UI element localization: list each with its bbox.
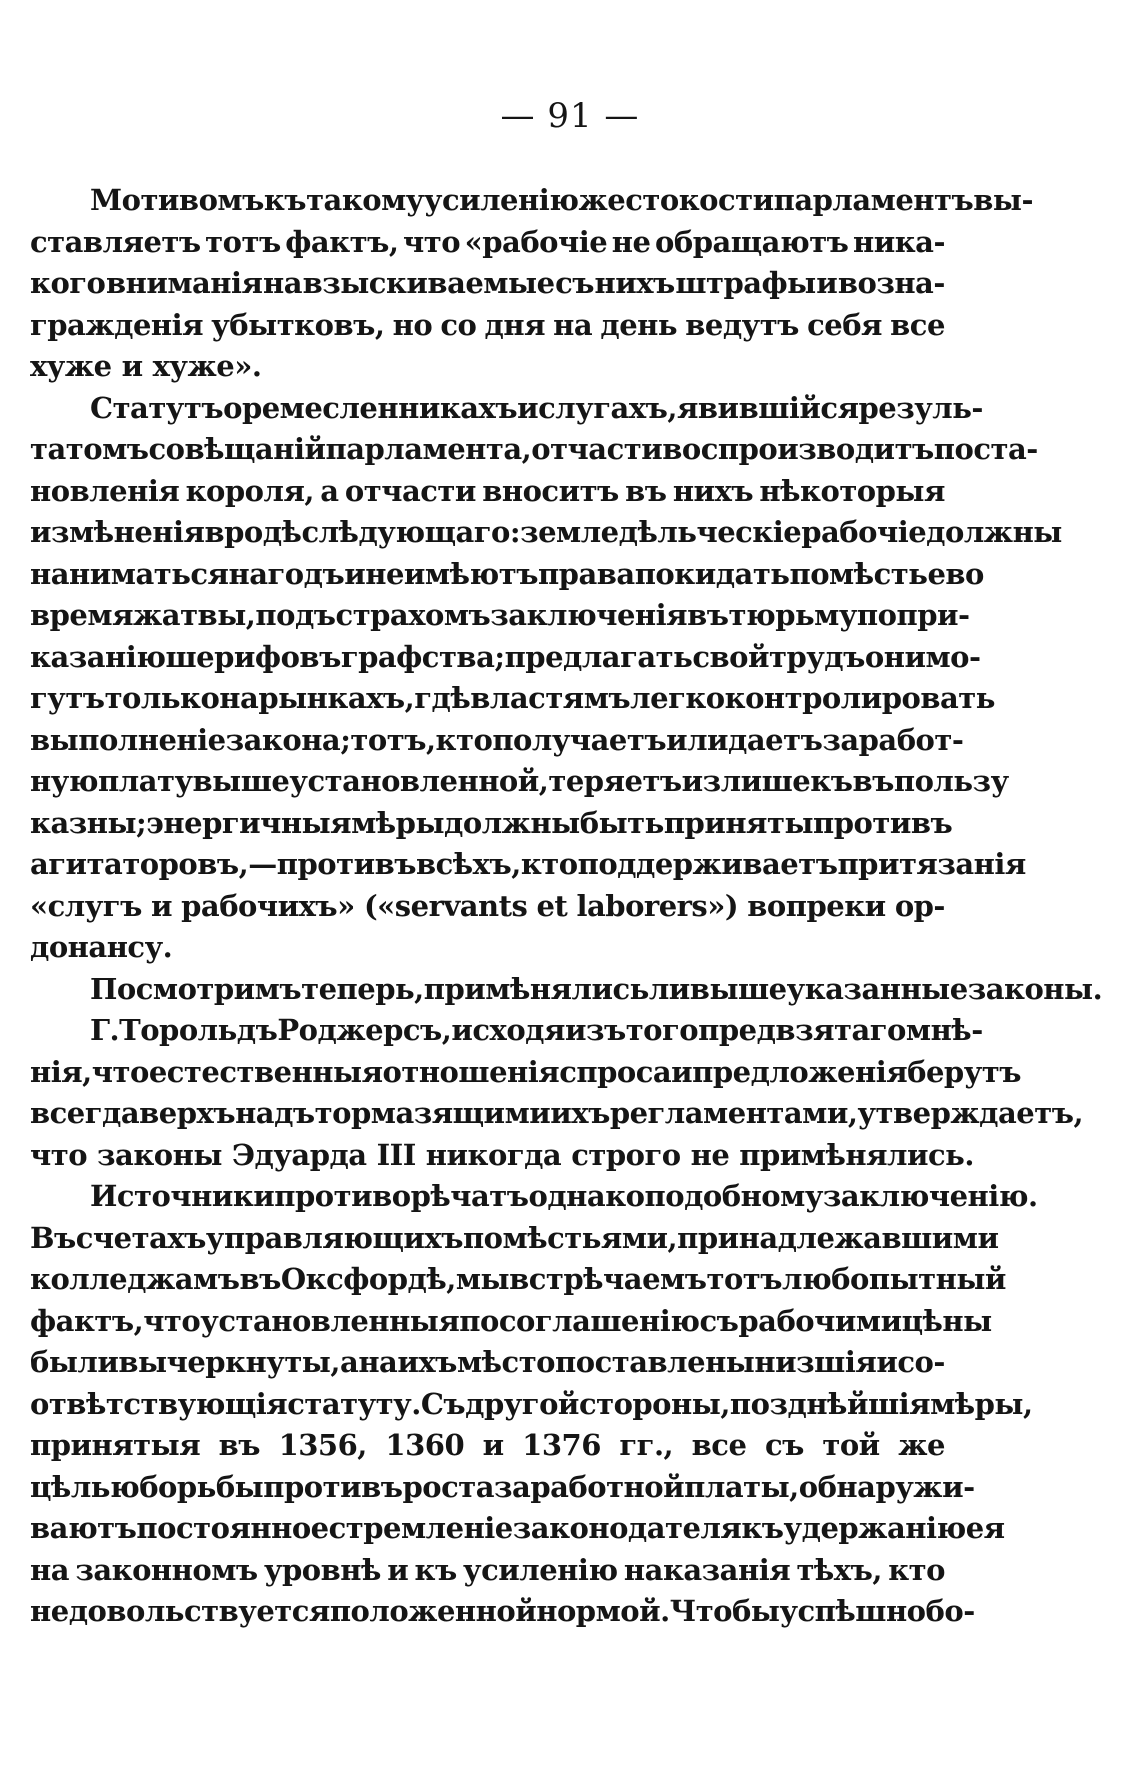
word: Роджерсъ, [277, 1013, 452, 1047]
word: рабочихъ» [181, 888, 355, 923]
word: исходя [451, 1013, 565, 1047]
text-line [30, 1218, 999, 1260]
word: соглашенію [498, 1303, 700, 1338]
word: примѣнялись [423, 971, 649, 1006]
word: управляющихъ [205, 1220, 463, 1255]
word: получаетъ [492, 722, 667, 757]
word: покидать [634, 556, 790, 591]
word: однако [528, 1179, 645, 1213]
word: вродѣ [204, 515, 302, 549]
word: парламентъ [773, 183, 974, 217]
word: земледѣльческіе [520, 515, 802, 549]
word: все [890, 307, 945, 342]
word: принадлежавшими [677, 1220, 999, 1255]
word: той [822, 1428, 880, 1462]
word: «рабочіе [464, 224, 608, 259]
word: отвѣтствующія [30, 1386, 288, 1421]
text-line [30, 761, 1009, 803]
word: къ [741, 1511, 784, 1545]
text-line [30, 1259, 1006, 1301]
word: страхомъ [335, 598, 491, 632]
word: принятыя [30, 1428, 201, 1462]
word: тотъ, [350, 722, 436, 757]
word: заработной [494, 1469, 685, 1504]
word: въ [625, 473, 667, 508]
word: довольствуется [68, 1594, 330, 1628]
word: рабочими [738, 1303, 902, 1338]
word: Въ [30, 1220, 76, 1255]
word: выполненіе [30, 722, 226, 757]
text-line [30, 471, 945, 513]
word: въ [218, 1428, 261, 1462]
word: казанію [30, 639, 166, 674]
word: Источники [90, 1179, 275, 1213]
word: гг., [619, 1428, 674, 1462]
text-line [30, 554, 984, 596]
word: кто [435, 722, 493, 757]
word: отношенія [382, 1054, 560, 1089]
word: воспроизводитъ [662, 432, 934, 466]
word: агитаторовъ,—противъ [30, 847, 416, 881]
word: жестокости [578, 183, 774, 217]
text-line [30, 1384, 1033, 1426]
word: должны [444, 805, 580, 840]
word: измѣненія [30, 515, 205, 549]
word: и [150, 888, 172, 923]
text-line [30, 1093, 1084, 1135]
word: отчасти [531, 432, 663, 466]
word: что [30, 1137, 88, 1172]
word: наниматься [30, 556, 229, 591]
word: ведутъ [685, 307, 799, 342]
text-line [30, 180, 1034, 222]
word: явившійся [676, 390, 859, 425]
word: кто [888, 1552, 945, 1587]
word: другой [465, 1386, 579, 1421]
word: графства; [340, 639, 505, 674]
word: все [691, 1428, 747, 1462]
word: помѣстье [789, 556, 946, 591]
word: нія, [30, 1054, 92, 1089]
word: уровнѣ [263, 1552, 381, 1587]
word: тюрьму [728, 598, 857, 632]
word: противорѣчатъ [274, 1179, 529, 1213]
word: счетахъ [75, 1220, 206, 1255]
word: въ [687, 598, 729, 632]
word: взыскиваемые [302, 266, 555, 300]
word: и [876, 1345, 898, 1379]
word: усиленію [463, 1552, 618, 1587]
word: со- [897, 1345, 945, 1379]
word: статуту. [287, 1386, 421, 1421]
word: гдѣ [414, 681, 471, 715]
word: всѣхъ, [415, 847, 521, 881]
word: обращаютъ [655, 224, 849, 259]
word: установленной, [289, 764, 549, 798]
text-line [30, 1591, 975, 1633]
word: противъ [813, 805, 953, 840]
word: себя [807, 307, 882, 342]
word: ную [30, 764, 99, 798]
word: заработ- [822, 722, 964, 757]
word: Статутъ [90, 390, 224, 425]
word: фактъ, [30, 1303, 144, 1338]
word: гражденія [30, 307, 204, 342]
word: нихъ [672, 473, 754, 508]
word: жатвы, [133, 598, 256, 632]
word: фактъ, [285, 224, 399, 259]
word: ихъ [397, 1345, 457, 1379]
word: трудъ [768, 639, 865, 674]
word: любопытный [782, 1262, 1006, 1296]
word: противъ [263, 1469, 403, 1504]
word: мѣсто [456, 1345, 556, 1379]
word: законы. [967, 971, 1103, 1006]
word: излишекъ [681, 764, 853, 798]
word: закона; [225, 722, 351, 757]
word: никогда [425, 1137, 562, 1172]
word: ли [648, 971, 690, 1006]
text-line [30, 1508, 1005, 1550]
word: усиленію [423, 183, 579, 217]
word: встрѣчаемъ [509, 1262, 707, 1296]
word: вноситъ [482, 473, 619, 508]
text-line [30, 1135, 974, 1177]
word: имѣютъ [403, 556, 538, 591]
word: законномъ [75, 1552, 258, 1587]
word: примѣнялись. [739, 1137, 974, 1172]
word: тотъ [706, 1262, 782, 1296]
text-line [30, 1342, 945, 1384]
word: къ [263, 183, 307, 217]
word: ея [965, 1511, 1005, 1545]
word: роста [402, 1469, 495, 1504]
word: ремесленникахъ [241, 390, 518, 425]
word: Торольдъ [119, 1013, 278, 1047]
text-line [30, 222, 945, 264]
text-line [30, 803, 953, 845]
word: надъ [235, 1096, 315, 1130]
word: ваютъ [30, 1511, 137, 1545]
word: хуже [30, 349, 112, 383]
word: поддерживаетъ [577, 847, 838, 881]
word: того [625, 1013, 699, 1047]
word: позднѣйшія [729, 1386, 931, 1421]
word: нихъ [594, 266, 675, 300]
word: laborers») [576, 888, 739, 923]
word: помѣстьями, [462, 1220, 678, 1255]
word: наказанія [623, 1552, 791, 1587]
word: стремленіе [328, 1511, 513, 1545]
word: новленія [30, 473, 180, 508]
word: заключенію. [822, 1179, 1038, 1213]
word: и [671, 1054, 693, 1089]
word: на [30, 1552, 70, 1587]
word: теряетъ [548, 764, 682, 798]
word: бо- [925, 1594, 975, 1628]
word: дня [484, 307, 546, 342]
word: успѣшно [779, 1594, 926, 1628]
word: въ [239, 1262, 281, 1296]
word: Чтобы [669, 1594, 780, 1628]
word: установленныя [200, 1303, 460, 1338]
word: кого [30, 266, 106, 300]
word: контролировать [724, 681, 995, 715]
word: Г. [90, 1013, 120, 1047]
word: цѣлью [30, 1469, 140, 1504]
word: мѣры [351, 805, 445, 840]
word: были [30, 1345, 119, 1379]
word: мѣры, [930, 1386, 1033, 1421]
word: 1376 [522, 1428, 601, 1462]
word: совѣщаній [148, 432, 326, 466]
word: съ [555, 266, 594, 300]
word: поставлены [555, 1345, 755, 1379]
text-line [30, 346, 945, 388]
word: день [600, 307, 678, 342]
word: по [459, 1303, 499, 1338]
word: о [223, 390, 242, 425]
word: возна- [837, 266, 945, 300]
word: Посмотримъ [90, 971, 302, 1006]
word: подобному [644, 1179, 823, 1213]
word: подъ [255, 598, 336, 632]
word: мы [455, 1262, 510, 1296]
word: съ [764, 1428, 804, 1462]
word: обнаружи- [798, 1469, 975, 1504]
word: предложенія [692, 1054, 908, 1089]
word: удержанію [783, 1511, 966, 1545]
word: татомъ [30, 432, 149, 466]
word: тотъ [205, 224, 281, 259]
text-line [30, 1425, 945, 1467]
text-line [30, 1467, 975, 1509]
word: даетъ [728, 722, 823, 757]
word: («servants [363, 888, 528, 923]
word: шерифовъ [165, 639, 341, 674]
word: парламента, [325, 432, 532, 466]
word: вы- [973, 183, 1034, 217]
word: на [219, 681, 259, 715]
word: свой [692, 639, 769, 674]
word: предвзятаго [698, 1013, 906, 1047]
word: вопреки [747, 888, 886, 923]
text-line [30, 595, 970, 637]
word: заключенія [490, 598, 688, 632]
word: ихъ [550, 1096, 610, 1130]
word: регламентами, [609, 1096, 858, 1130]
word: на [358, 1345, 398, 1379]
word: «слугъ [30, 888, 142, 923]
word: естественныя [148, 1054, 383, 1089]
word: Съ [420, 1386, 466, 1421]
word: колледжамъ [30, 1262, 240, 1296]
word: утверждаетъ, [857, 1096, 1084, 1130]
word: съ [699, 1303, 739, 1338]
word: къ [414, 1552, 457, 1587]
word: со [440, 307, 477, 342]
text-line [30, 1550, 945, 1592]
word: вычеркнуты, [118, 1345, 340, 1379]
word: же [898, 1428, 945, 1462]
word: но [392, 307, 433, 342]
word: властямъ [470, 681, 631, 715]
text-line [30, 512, 1062, 554]
word: спроса [559, 1054, 672, 1089]
word: не [690, 1137, 730, 1172]
word: берутъ [907, 1054, 1021, 1089]
word: по [856, 598, 897, 632]
word: тѣхъ, [796, 1552, 882, 1587]
word: всегда [30, 1096, 140, 1130]
word: что [403, 224, 461, 259]
word: et [536, 888, 568, 923]
word: мнѣ- [905, 1013, 983, 1047]
word: постоянное [136, 1511, 329, 1545]
word: кто [520, 847, 578, 881]
word: и [517, 390, 539, 425]
word: казны; [30, 805, 147, 840]
text-line [30, 969, 1103, 1011]
word: цѣны [901, 1303, 992, 1338]
word: мо- [925, 639, 981, 674]
word: штрафы [675, 266, 816, 300]
text-line [30, 720, 964, 762]
word: строго [571, 1137, 681, 1172]
word: а [320, 473, 339, 508]
word: должны [926, 515, 1062, 549]
word: и [816, 266, 838, 300]
word: не [30, 1594, 69, 1628]
word: не [365, 556, 404, 591]
word: вышеуказанные [689, 971, 968, 1006]
word: на [553, 307, 593, 342]
word: Мотивомъ [90, 183, 264, 217]
word: и [344, 556, 366, 591]
word: плату [98, 764, 193, 798]
text-line [30, 637, 981, 679]
word: Оксфордѣ, [280, 1262, 456, 1296]
text-line [30, 1052, 1021, 1094]
word: резуль- [858, 390, 983, 425]
word: платы, [684, 1469, 799, 1504]
word: время [30, 598, 133, 632]
word: годъ [267, 556, 345, 591]
word: такому [306, 183, 424, 217]
word: во [945, 556, 984, 591]
word: въ [852, 764, 894, 798]
word: гутъ [30, 681, 105, 715]
word: выше [192, 764, 290, 798]
word: на [228, 556, 268, 591]
word: или [666, 722, 729, 757]
word: слугахъ, [538, 390, 677, 425]
word: тормазящими [314, 1096, 551, 1130]
word: 1356, [278, 1428, 367, 1462]
word: ставляетъ [30, 224, 201, 259]
text-line [30, 388, 983, 430]
word: а [339, 1345, 359, 1379]
body-text [30, 180, 1103, 1633]
word: не [611, 224, 651, 259]
word: и [482, 1428, 504, 1462]
word: законы [97, 1137, 222, 1172]
text-line [30, 1301, 992, 1343]
word: короля, [185, 473, 314, 508]
text-line [30, 263, 945, 305]
word: борьбы [139, 1469, 264, 1504]
word: и [387, 1552, 409, 1587]
word: верхъ [139, 1096, 236, 1130]
word: энергичныя [146, 805, 352, 840]
word: Эдуарда [231, 1137, 367, 1172]
word: предлагать [504, 639, 693, 674]
word: ника- [852, 224, 945, 259]
word: на [263, 266, 303, 300]
word: низшія [754, 1345, 877, 1379]
text-line [30, 305, 945, 347]
word: слѣдующаго: [301, 515, 521, 549]
text-line [30, 1176, 1038, 1218]
word: рабочіе [801, 515, 927, 549]
word: изъ [564, 1013, 626, 1047]
text-line [30, 429, 1038, 471]
word: положенной [329, 1594, 537, 1628]
word: поста- [933, 432, 1038, 466]
word: при- [896, 598, 970, 632]
word: рынкахъ, [258, 681, 415, 715]
word: пользу [893, 764, 1009, 798]
word: что [143, 1303, 201, 1338]
word: только [104, 681, 220, 715]
word: стороны, [578, 1386, 730, 1421]
word: легко [630, 681, 725, 715]
page-number: — 91 — [500, 96, 640, 136]
text-line [30, 1010, 983, 1052]
word: ор- [894, 888, 945, 923]
text-line [30, 927, 945, 969]
word: что [91, 1054, 149, 1089]
word: и [121, 349, 143, 383]
word: они [864, 639, 926, 674]
text-line [30, 678, 995, 720]
word: теперь, [301, 971, 424, 1006]
word: быть [579, 805, 664, 840]
word: донансу. [30, 930, 173, 964]
word: законодателя [512, 1511, 742, 1545]
word: вниманія [105, 266, 263, 300]
text-line [30, 886, 945, 928]
word: III [376, 1137, 416, 1172]
text-line [30, 844, 1026, 886]
word: хуже». [152, 349, 262, 383]
word: нѣкоторыя [759, 473, 945, 508]
word: убытковъ, [211, 307, 385, 342]
word: приняты [663, 805, 814, 840]
word: права [537, 556, 635, 591]
word: притязанія [837, 847, 1026, 881]
word: нормой. [536, 1594, 670, 1628]
word: 1360 [385, 1428, 465, 1462]
word: отчасти [344, 473, 476, 508]
